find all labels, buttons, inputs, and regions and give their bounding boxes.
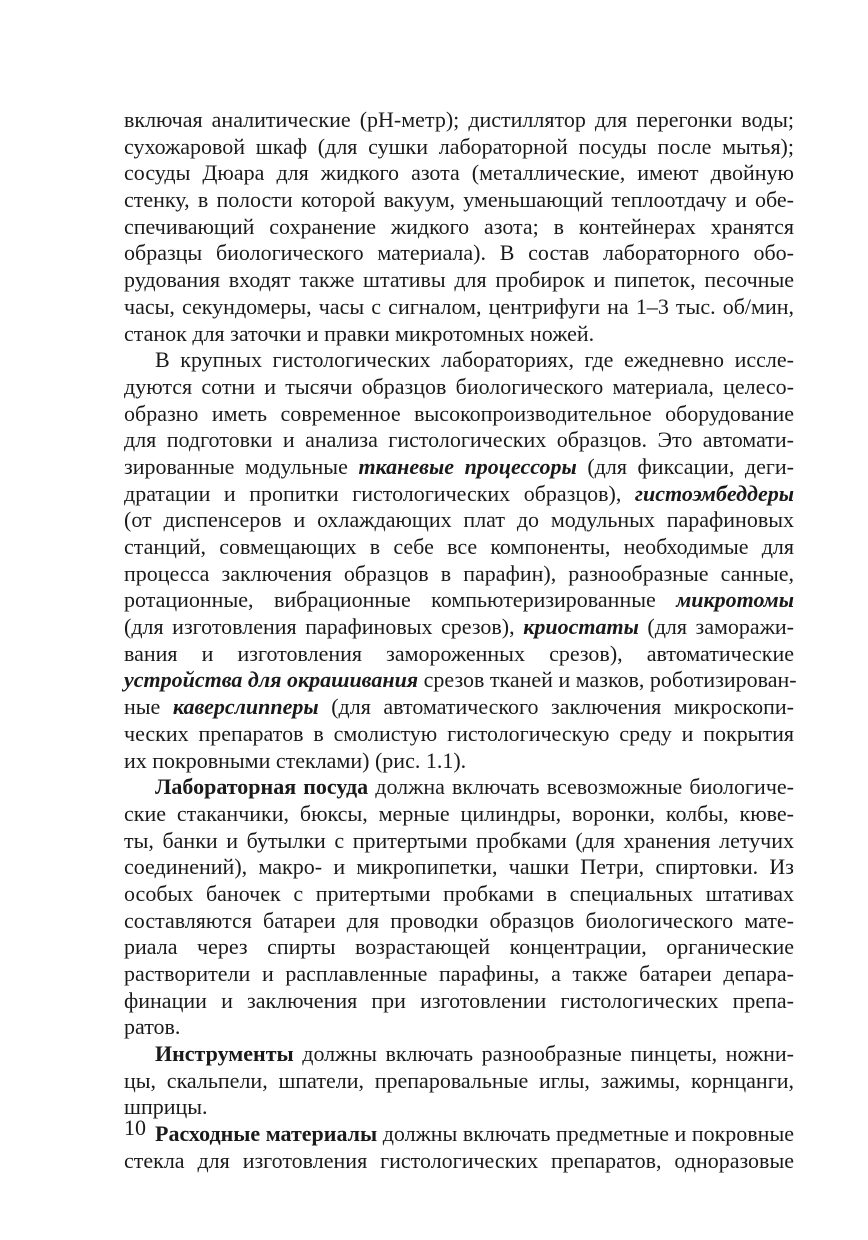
text-line: шприцы. <box>124 1094 208 1120</box>
text-segment: (для фиксации, деги- <box>576 453 794 479</box>
text-line: ческих препаратов в смолистую гистологическую среду и покрытия <box>124 720 794 746</box>
text-line: станций, совмещающих в себе все компоненты, необходимые для <box>124 534 794 559</box>
text-line: (от диспенсеров и охлаждающих плат до модульных парафиновых <box>124 507 794 533</box>
text-segment: (для заморажи- <box>638 614 795 640</box>
text-line: образцы биологического материала). В состав лабораторного обо- <box>124 240 794 266</box>
text-segment: (для автоматического заключения микроскопи- <box>318 694 794 720</box>
term-cryostats: криостаты <box>523 614 639 640</box>
text-line: сосуды Дюара для жидкого азота (металлические, имеют двойную <box>124 160 794 186</box>
term-tissue-processors: тканевые процессоры <box>358 453 577 479</box>
text-line: процесса заключения образцов в парафин), разнообразные санные, <box>124 560 794 586</box>
text-line <box>124 614 794 641</box>
text-segment: должны включать предметные и покровные <box>377 1121 794 1147</box>
text-line: цы, скальпели, шпатели, препаровальные иглы, зажимы, корнцанги, <box>124 1067 794 1093</box>
text-line: рудования входят также штативы для пробирок и пипеток, песочные <box>124 267 794 293</box>
text-segment: (для изготовления парафиновых срезов), <box>124 614 524 640</box>
text-line: часы, секундомеры, часы с сигналом, центрифуги на 1–3 тыс. об/мин, <box>124 293 794 319</box>
text-line: особых баночек с притертыми пробками в специальных штативах <box>124 880 794 906</box>
term-lab-glassware: Лабораторная посуда <box>155 774 369 800</box>
text-segment: ные <box>124 694 173 720</box>
text-line <box>124 454 794 481</box>
term-coverslippers: каверслипперы <box>172 694 319 720</box>
term-instruments: Инструменты <box>155 1041 294 1067</box>
text-line: для подготовки и анализа гистологических образцов. Это автомати- <box>124 427 794 453</box>
term-consumables: Расходные материалы <box>155 1121 378 1147</box>
text-line: вания и изготовления замороженных срезов), автоматические <box>124 640 794 666</box>
text-segment: должны включать разнообразные пинцеты, ножни- <box>293 1041 794 1067</box>
text-line: спечивающий сохранение жидкого азота; в контейнерах хранятся <box>124 213 794 239</box>
text-line <box>124 1121 794 1148</box>
term-microtomes: микротомы <box>676 587 794 613</box>
text-line <box>124 694 794 721</box>
page-text <box>124 107 797 1175</box>
text-line: В крупных гистологических лабораториях, где ежедневно иссле- <box>155 347 794 373</box>
text-line: сухожаровой шкаф (для сушки лабораторной посуды после мытья); <box>124 133 794 159</box>
text-line: финации и заключения при изготовлении гистологических препа- <box>124 987 794 1013</box>
text-line: станок для заточки и правки микротомных ножей. <box>124 320 595 346</box>
text-line: ские стаканчики, бюксы, мерные цилиндры, воронки, колбы, кюве- <box>124 800 794 826</box>
text-line <box>124 481 794 508</box>
text-line <box>124 774 794 801</box>
page-number: 10 <box>124 1115 146 1140</box>
text-line: риала через спирты возрастающей концентрации, органические <box>124 934 794 960</box>
text-line: стенку, в полости которой вакуум, уменьшающий теплоотдачу и обе- <box>124 187 794 213</box>
text-line: их покровными стеклами) (рис. 1.1). <box>124 747 467 773</box>
term-staining-devices: устройства для окрашивания <box>124 667 419 693</box>
term-embedders: гистоэмбеддеры <box>634 480 794 506</box>
text-line: включая аналитические (pH-метр); дистиллятор для перегонки воды; <box>124 107 794 132</box>
text-line <box>124 587 794 614</box>
text-line: соединений), макро- и микропипетки, чашки Петри, спиртовки. Из <box>124 854 794 880</box>
text-segment: должна включать всевозможные биологиче- <box>368 774 794 800</box>
text-line <box>124 1041 794 1068</box>
text-line: растворители и расплавленные парафины, а также батареи депара- <box>124 961 794 986</box>
text-line: ратов. <box>124 1014 181 1040</box>
text-line: дуются сотни и тысячи образцов биологического материала, целесо- <box>124 373 794 399</box>
text-line <box>124 667 797 694</box>
text-line: составляются батареи для проводки образцов биологического мате- <box>124 907 794 933</box>
text-segment: дратации и пропитки гистологических образцов), <box>124 480 635 506</box>
text-segment: срезов тканей и мазков, роботизирован- <box>418 667 797 693</box>
text-line: образно иметь современное высокопроизводительное оборудование <box>124 400 794 426</box>
text-line: ты, банки и бутылки с притертыми пробками (для хранения летучих <box>124 827 794 853</box>
text-segment: ротационные, вибрационные компьютеризированные <box>124 587 677 613</box>
text-segment: зированные модульные <box>124 453 359 479</box>
text-line: стекла для изготовления гистологических препаратов, одноразовые <box>124 1147 794 1173</box>
